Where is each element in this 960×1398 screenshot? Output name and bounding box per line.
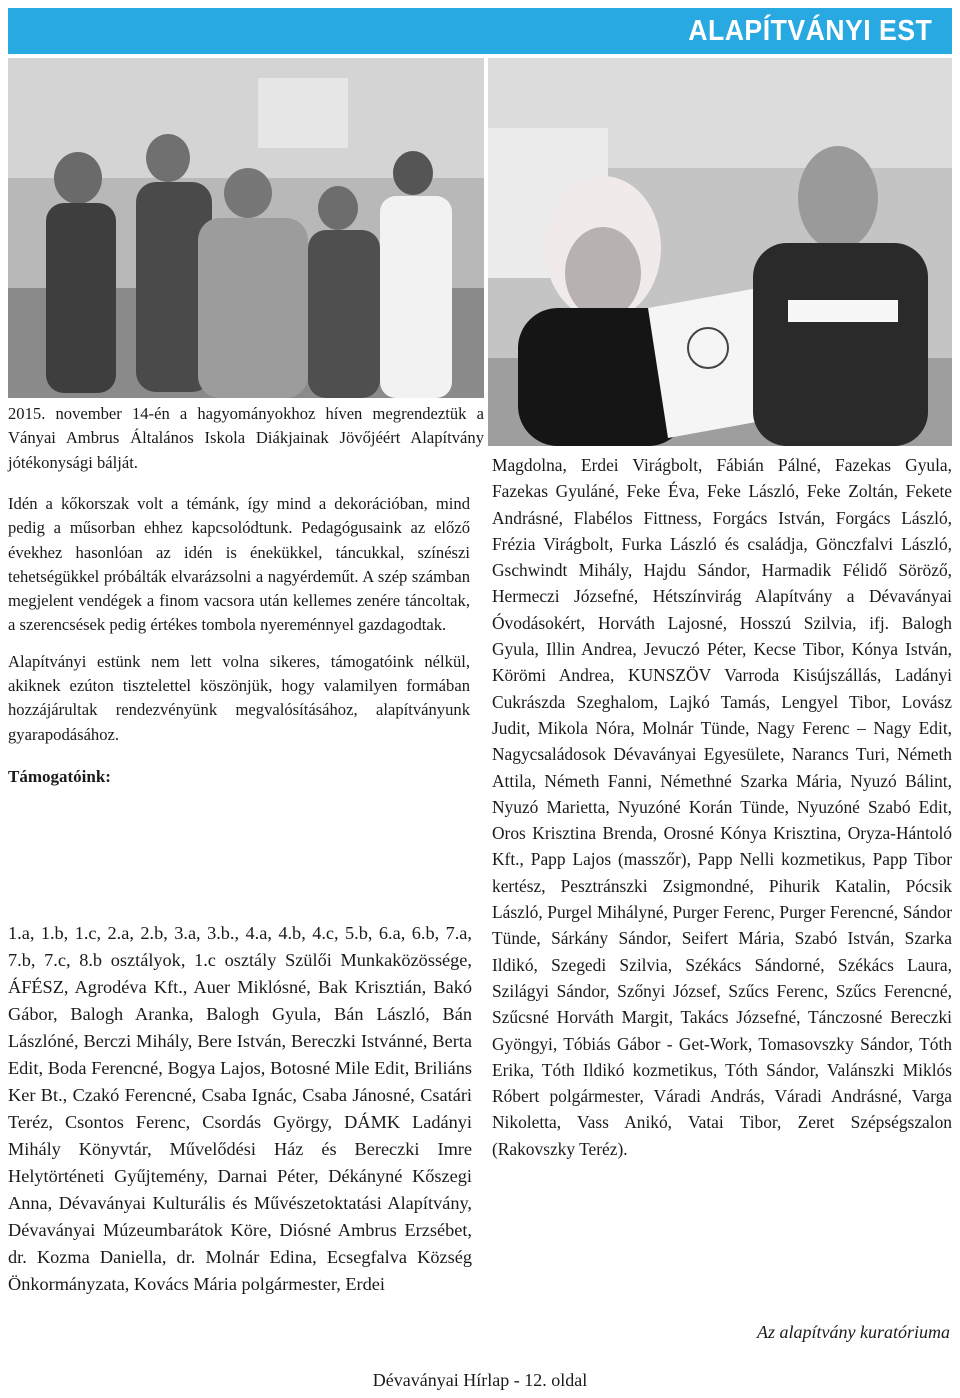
supporters-heading: Támogatóink: — [8, 766, 111, 786]
photo-right — [488, 58, 952, 446]
article-paragraph-2: Alapítványi estünk nem lett volna sikeres, támogatóink nélkül, akiknek ezúton tisztelettel köszönjük, hogy valamilyen formában hozzájárultak rendezvényünk megvalósításához, alapítványunk gyarapodásához. — [8, 651, 470, 744]
page-title: ALAPÍTVÁNYI EST — [687, 14, 932, 47]
article-paragraph-1: Idén a kőkorszak volt a témánk, így mind a dekorációban, mind pedig a műsorban ehhez kapcsolódtunk. Pedagógusaink az előző évekhez hasonlóan az idén is énekükkel, táncukkal, színészi tehetségükkel próbálták elvarázsolni a nagyérdeműt. A szép számban megjelent vendégek a finom vacsora után kellemes zenére táncoltak, a szerencsések pedig értékes tombola nyereménnyel gazdagodtak. — [8, 494, 470, 635]
header-bar — [8, 8, 952, 54]
article-intro: 2015. november 14-én a hagyományokhoz híven megrendeztük a Ványai Ambrus Általános Iskola Diákjainak Jövőjéért Alapítvány jótékonysági bálját. — [8, 404, 484, 472]
photo-left-image — [8, 58, 484, 398]
photo-left — [8, 58, 484, 398]
photo-right-image — [488, 58, 952, 446]
page-footer: Dévaványai Hírlap - 12. oldal — [372, 1370, 588, 1390]
signature: Az alapítvány kuratóriuma — [757, 1322, 950, 1342]
article-body — [8, 492, 470, 803]
supporters-list-right: Magdolna, Erdei Virágbolt, Fábián Pálné, Fazekas Gyula, Fazekas Gyuláné, Feke Éva, Feke László, Feke Zoltán, Fekete Andrásné, Flabélos Fittness, Forgács István, Forgács László, Frézia Virágbolt, Furka László és családja, Gönczfalvi László, Gschwindt Mihály, Hajdu Sándor, Harmadik Félidő Söröző, Hermeczi Józsefné, Hétszínvirág Alapítvány a Dévaványai Óvodásokért, Horváth Lajosné, Hosszú Szilvia, ifj. Balogh Gyula, Illin Andrea, Jevuczó Péter, Kecse Tibor, Kónya István, Körömi Andrea, KUNSZÖV Varroda Kisújszállás, Ladányi Cukrászda Szeghalom, Lajkó Tamás, Lengyel Tibor, Lovász Judit, Mikola Nóra, Molnár Tünde, Nagy Ferenc – Nagy Edit, Nagycsaládosok Dévaványai Egyesülete, Narancs Turi, Németh Attila, Németh Fanni, Némethné Szarka Mária, Nyuzó Bálint, Nyuzó Marietta, Nyuzóné Korán Tünde, Nyuzóné Szabó Edit, Oros Krisztina Brenda, Orosné Kónya Krisztina, Oryza-Hántoló Kft., Papp Lajos (masszőr), Papp Nelli kozmetikus, Papp Tibor kertész, Pesztránszki Zsigmondné, Pihurik Katalin, Pócsik László, Purgel Mihályné, Purger Ferenc, Purger Ferencné, Sándor Tünde, Sárkány Sándor, Seifert Mária, Szabó István, Szarka Ildikó, Szegedi Szilvia, Székács Sándorné, Székács Laura, Szilágyi Sándor, Szőnyi József, Szűcs Ferenc, Szűcs Ferencné, Szűcsné Horváth Margit, Takács Józsefné, Tánczosné Bereczki Gyöngyi, Tóbiás Gábor - Get-Work, Tomasovszky Sándor, Tóth Erika, Tóth Ildikó kozmetikus, Tóth Sándor, Valánszki Miklós Róbert polgármester, Váradi András, Váradi Andrásné, Varga Nikoletta, Vass Anikó, Vatai Tibor, Zeret Szépségszalon (Rakovszky Teréz). — [492, 455, 952, 1159]
supporters-list-left: 1.a, 1.b, 1.c, 2.a, 2.b, 3.a, 3.b., 4.a, 4.b, 4.c, 5.b, 6.a, 6.b, 7.a, 7.b, 7.c, 8.b osztályok, 1.c osztály Szülői Munkaközössége, ÁFÉSZ, Agrodéva Kft., Auer Miklósné, Bak Krisztián, Bakó Gábor, Balogh Aranka, Balogh Gyula, Bán László, Bán Lászlóné, Berczi Mihály, Bere István, Bereczki Istvánné, Berta Edit, Boda Ferencné, Bogya Lajos, Botosné Mile Edit, Briliáns Ker Bt., Czakó Ferencné, Csaba Ignác, Csaba Jánosné, Csatári Teréz, Csontos Ferenc, Csordás György, DÁMK Ladányi Mihály Könyvtár, Művelődési Ház és Bereczki Imre Helytörténeti Gyűjtemény, Darnai Péter, Dékányné Kőszegi Anna, Dévaványai Kulturális és Művészetoktatási Alapítvány, Dévaványai Múzeumbarátok Köre, Diósné Ambrus Erzsébet, dr. Kozma Daniella, dr. Molnár Edina, Ecsegfalva Község Önkormányzata, Kovács Mária polgármester, Erdei — [8, 923, 472, 1294]
